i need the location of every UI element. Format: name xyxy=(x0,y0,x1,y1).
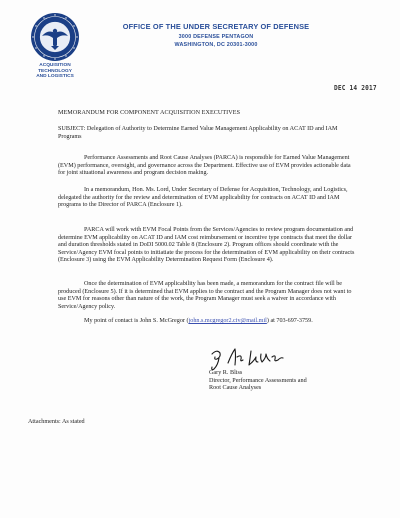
point-of-contact xyxy=(58,318,350,326)
signer-title-line1: Director, Performance Assessments and xyxy=(209,377,307,384)
contact-email-link[interactable]: john.s.mcgregor2.civ@mail.mil xyxy=(188,318,267,324)
memo-subject: SUBJECT: Delegation of Authority to Determine Earned Value Management Applicability on ACAT ID and IAM Programs xyxy=(58,126,338,140)
seal-caption xyxy=(18,63,92,80)
paragraph-text: Once the determination of EVM applicability has been made, a memorandum for the contract file will be produced (Enclosure 5). If it is determined that EVM applies to the contract and the Program Manager does not want to use EVM for reasons other than nature of the work, the Program Manager must seek a waiver in accordance with Service/Agency policy. xyxy=(58,281,352,310)
body-paragraph xyxy=(58,227,358,265)
attachments-note: Attachments: As stated xyxy=(28,419,85,425)
date-stamp: DEC 14 2017 xyxy=(334,84,377,92)
signer-title-line2: Root Cause Analyses xyxy=(209,385,262,392)
seal-caption-line: TECHNOLOGY xyxy=(38,68,72,74)
body-paragraph xyxy=(58,281,358,311)
handwritten-signature xyxy=(208,345,290,373)
paragraph-text: Performance Assessments and Root Cause Analyses (PARCA) is responsible for Earned Value Management (EVM) performance, oversight, and governance across the Department. Effective use of EVM provides actionable data for joint situational awareness and program decision making. xyxy=(58,155,351,177)
office-address-line1: 3000 DEFENSE PENTAGON xyxy=(178,34,254,40)
signer-name: Gary R. Bliss xyxy=(209,370,243,376)
contact-suffix: ) at 703-697-3759. xyxy=(266,318,313,324)
office-title: OFFICE OF THE UNDER SECRETARY OF DEFENSE xyxy=(122,22,310,31)
signature-block xyxy=(209,370,307,393)
body-paragraph xyxy=(58,187,350,210)
paragraph-text: In a memorandum, Hon. Ms. Lord, Under Secretary of Defense for Acquisition, Technology, and Logistics, delegated the authority for the review and determination of EVM applicability for contracts on ACAT ID and IAM programs to the Director of PARCA (Enclosure 1). xyxy=(58,187,348,209)
paragraph-text: PARCA will work with EVM Focal Points from the Services/Agencies to review program documentation and determine EVM applicability on ACAT ID and IAM cost reimbursement or incentive type contracts that meet the dollar and duration thresholds stated in DoDI 5000.02 Table 8 (Enclosure 2). Program offices should coordinate with the Service/Agency EVM focal points to initiatiate the process for the determination of EVM applicability on their contracts (Enclosure 3) using the EVM Applicability Determination Request Form (Enclosure 4). xyxy=(58,227,355,264)
body-paragraph xyxy=(58,155,356,178)
memo-addressee: MEMORANDUM FOR COMPONENT ACQUISITION EXECUTIVES xyxy=(58,110,241,116)
seal-caption-line: ACQUISITION xyxy=(39,63,71,68)
seal-caption-line: AND LOGISTICS xyxy=(36,74,74,80)
contact-prefix: My point of contact is John S. McGregor ( xyxy=(84,318,189,324)
dod-seal-icon xyxy=(30,12,80,62)
office-address-line2: WASHINGTON, DC 20301-3000 xyxy=(174,42,258,48)
